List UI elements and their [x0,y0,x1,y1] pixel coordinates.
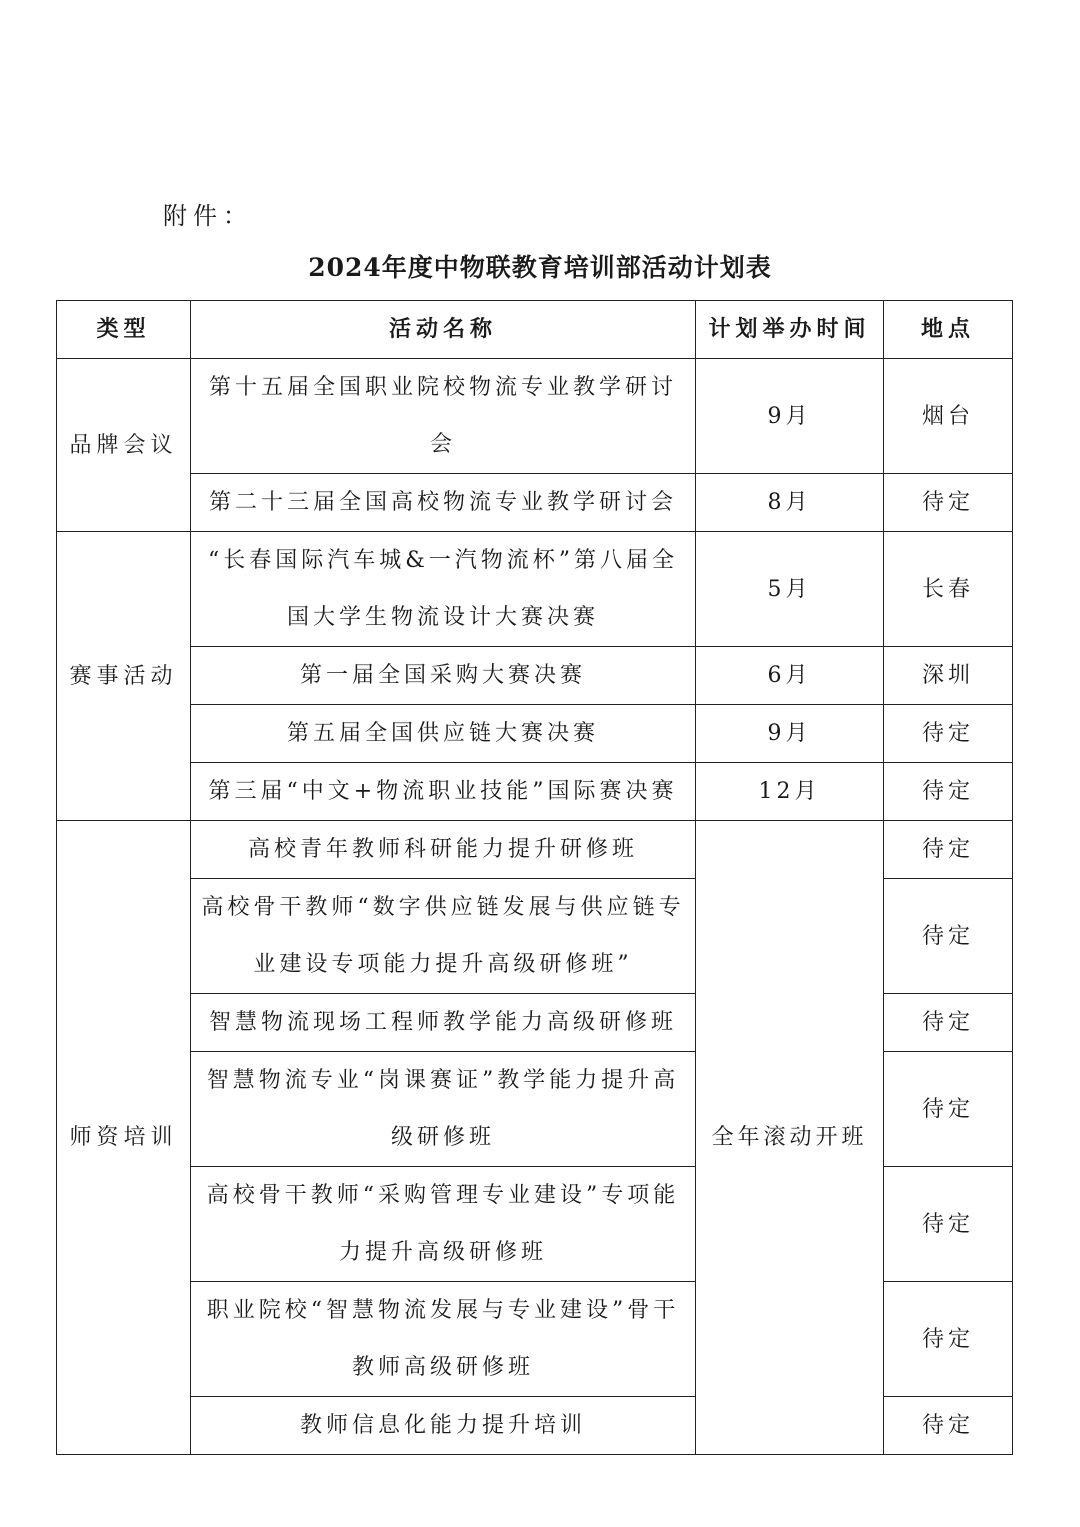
activity-place: 待定 [884,1167,1013,1282]
table-row [57,474,1013,532]
table-header-row [57,301,1013,359]
activity-name: 教师信息化能力提升培训 [191,1397,696,1455]
activity-place: 待定 [884,821,1013,879]
header-time: 计划举办时间 [696,301,884,359]
activity-place: 待定 [884,705,1013,763]
activity-name: 高校骨干教师“采购管理专业建设”专项能力提升高级研修班 [191,1167,696,1282]
activity-plan-table [56,300,1013,1455]
activity-name: 职业院校“智慧物流发展与专业建设”骨干教师高级研修班 [191,1282,696,1397]
shared-time-cell: 全年滚动开班 [696,821,884,1455]
activity-time: 6月 [696,647,884,705]
activity-name: 智慧物流专业“岗课赛证”教学能力提升高级研修班 [191,1052,696,1167]
activity-name: “长春国际汽车城&一汽物流杯”第八届全国大学生物流设计大赛决赛 [191,532,696,647]
activity-place: 待定 [884,763,1013,821]
type-cell-brand-meeting: 品牌会议 [57,359,191,532]
type-cell-teacher-training: 师资培训 [57,821,191,1455]
activity-place: 待定 [884,879,1013,994]
header-type: 类型 [57,301,191,359]
table-row [57,359,1013,474]
activity-name: 第二十三届全国高校物流专业教学研讨会 [191,474,696,532]
activity-time: 12月 [696,763,884,821]
activity-name: 第一届全国采购大赛决赛 [191,647,696,705]
attachment-label: 附件： [163,202,253,230]
activity-place: 深圳 [884,647,1013,705]
activity-name: 智慧物流现场工程师教学能力高级研修班 [191,994,696,1052]
activity-name: 第十五届全国职业院校物流专业教学研讨会 [191,359,696,474]
activity-time: 9月 [696,705,884,763]
header-name: 活动名称 [191,301,696,359]
activity-place: 待定 [884,1282,1013,1397]
activity-time: 9月 [696,359,884,474]
activity-place: 长春 [884,532,1013,647]
table-row [57,532,1013,647]
table-row [57,821,1013,879]
activity-name: 第五届全国供应链大赛决赛 [191,705,696,763]
type-cell-competition: 赛事活动 [57,532,191,821]
activity-name: 第三届“中文+物流职业技能”国际赛决赛 [191,763,696,821]
activity-place: 待定 [884,994,1013,1052]
activity-place: 烟台 [884,359,1013,474]
activity-place: 待定 [884,1397,1013,1455]
header-place: 地点 [884,301,1013,359]
activity-time: 5月 [696,532,884,647]
activity-place: 待定 [884,474,1013,532]
activity-name: 高校骨干教师“数字供应链发展与供应链专业建设专项能力提升高级研修班” [191,879,696,994]
table-row [57,763,1013,821]
activity-place: 待定 [884,1052,1013,1167]
table-row [57,647,1013,705]
table-row [57,705,1013,763]
document-title: 2024年度中物联教育培训部活动计划表 [308,253,772,282]
activity-time: 8月 [696,474,884,532]
activity-name: 高校青年教师科研能力提升研修班 [191,821,696,879]
